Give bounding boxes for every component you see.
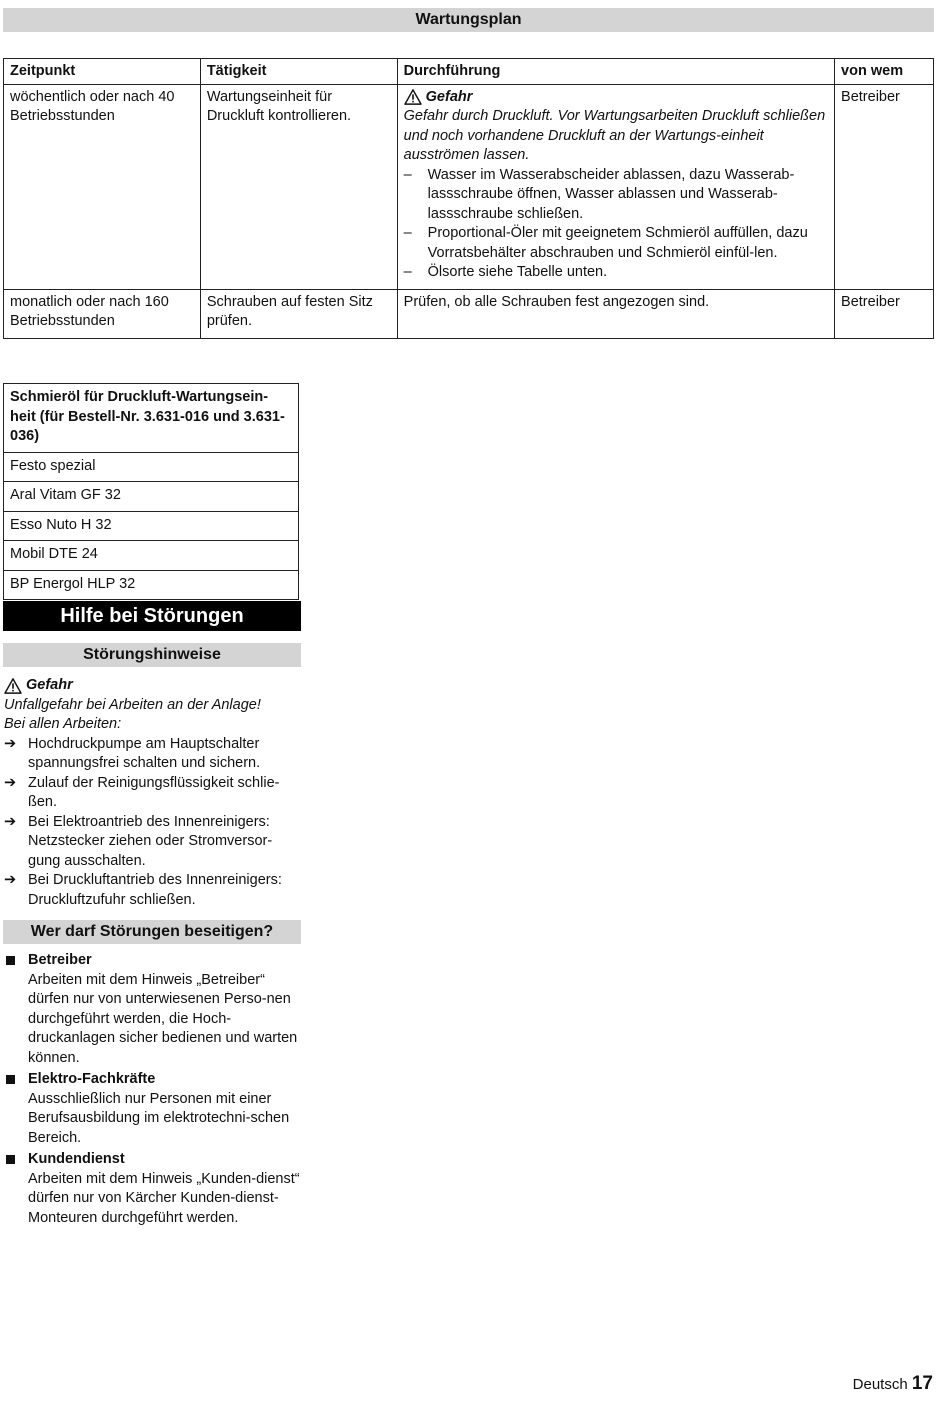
square-bullet-icon: [6, 1075, 15, 1084]
arrow-right-icon: ➔: [4, 872, 17, 888]
header-taetigkeit: Tätigkeit: [200, 59, 397, 85]
cell-durchfuehrung: [397, 84, 834, 289]
warning-heading: [4, 676, 302, 696]
warning-text: Unfallgefahr bei Arbeiten an der Anlage!: [4, 696, 261, 713]
arrow-right-icon: ➔: [4, 774, 17, 791]
maintenance-title: Wartungsplan: [3, 8, 934, 32]
who-item-title: Kundendienst: [28, 1151, 125, 1167]
header-durchfuehrung: Durchführung: [397, 59, 834, 85]
list-item: – Proportional-Öler mit geeignetem Schmieröl auffüllen, dazu Vorratsbehälter abschrauben und Schmieröl einfül-len.: [404, 224, 828, 263]
who-item-text: Ausschließlich nur Personen mit einer Berufsausbildung im elektrotechni-schen Bereich.: [28, 1090, 290, 1146]
oil-table: [3, 383, 299, 600]
warning-triangle-icon: [4, 678, 22, 694]
step-list: [404, 166, 828, 283]
cell-taetigkeit: Wartungseinheit für Druckluft kontrollieren.: [200, 84, 397, 289]
oil-item: Esso Nuto H 32: [4, 511, 299, 541]
list-item: [4, 1150, 302, 1228]
who-item-text: Arbeiten mit dem Hinweis „Kunden-dienst“ dürfen nur von Kärcher Kunden-dienst-Monteuren durchgeführt werden.: [28, 1170, 300, 1226]
oil-item: Festo spezial: [4, 452, 299, 482]
list-item: ➔ Zulauf der Reinigungsflüssigkeit schlie-ßen.: [4, 774, 280, 810]
who-item-title: Elektro-Fachkräfte: [28, 1071, 156, 1087]
table-header-row: [4, 59, 934, 85]
cell-zeitpunkt: wöchentlich oder nach 40 Betriebsstunden: [4, 84, 201, 289]
cell-zeitpunkt: monatlich oder nach 160 Betriebsstunden: [4, 289, 201, 338]
maintenance-table: [3, 58, 934, 339]
warning-title: Gefahr: [26, 677, 73, 693]
warning-text: Bei allen Arbeiten:: [4, 716, 122, 732]
list-item: [4, 1070, 302, 1148]
list-item: – Ölsorte siehe Tabelle unten.: [404, 263, 828, 283]
list-item: [4, 951, 302, 1068]
header-vonwem: von wem: [835, 59, 934, 85]
table-row: [4, 289, 934, 338]
page-footer: [853, 1374, 933, 1395]
who-title: Wer darf Störungen beseitigen?: [3, 920, 301, 944]
square-bullet-icon: [6, 956, 15, 965]
header-zeitpunkt: Zeitpunkt: [4, 59, 201, 85]
arrow-right-icon: ➔: [4, 813, 17, 830]
help-subtitle: Störungshinweise: [3, 643, 301, 667]
page-number: 17: [911, 1373, 933, 1394]
warning-triangle-icon: [404, 89, 422, 105]
warning-heading: [404, 88, 828, 108]
who-section: [4, 951, 302, 1228]
list-item: – Wasser im Wasserabscheider ablassen, dazu Wasserab-lassschraube öffnen, Wasser ablassen und Wasserab-lassschraube schließen.: [404, 166, 828, 225]
who-item-title: Betreiber: [28, 952, 92, 968]
help-section: [4, 676, 302, 910]
cell-vonwem: Betreiber: [835, 289, 934, 338]
oil-item: BP Energol HLP 32: [4, 570, 299, 600]
oil-item: Aral Vitam GF 32: [4, 482, 299, 512]
oil-table-header: Schmieröl für Druckluft-Wartungsein-heit (für Bestell-Nr. 3.631-016 und 3.631-036): [4, 384, 299, 453]
cell-durchfuehrung: Prüfen, ob alle Schrauben fest angezogen sind.: [397, 289, 834, 338]
warning-title: Gefahr: [425, 88, 473, 105]
help-title: Hilfe bei Störungen: [3, 601, 301, 631]
square-bullet-icon: [6, 1155, 15, 1164]
who-item-text: Arbeiten mit dem Hinweis „Betreiber“ dürfen nur von unterwiesenen Perso-nen durchgeführt werden, die Hoch-druckanlagen sicher bedienen und warten können.: [28, 971, 298, 1066]
help-step-list: [4, 735, 302, 911]
list-item: ➔ Hochdruckpumpe am Hauptschalter spannungsfrei schalten und sichern.: [4, 735, 261, 771]
cell-taetigkeit: Schrauben auf festen Sitz prüfen.: [200, 289, 397, 338]
oil-item: Mobil DTE 24: [4, 541, 299, 571]
cell-vonwem: Betreiber: [835, 84, 934, 289]
list-item: ➔ Bei Elektroantrieb des Innenreinigers: Netzstecker ziehen oder Stromversor-gung ausschalten.: [4, 813, 273, 869]
footer-language: Deutsch: [852, 1376, 908, 1393]
table-row: [4, 84, 934, 289]
who-list: [4, 951, 302, 1228]
warning-text: Gefahr durch Druckluft. Vor Wartungsarbeiten Druckluft schließen und noch vorhandene Druckluft an der Wartungs-einheit ausströmen lassen.: [403, 108, 826, 163]
list-item: ➔ Bei Druckluftantrieb des Innenreinigers: Druckluftzufuhr schließen.: [4, 872, 282, 908]
arrow-right-icon: ➔: [4, 735, 17, 752]
